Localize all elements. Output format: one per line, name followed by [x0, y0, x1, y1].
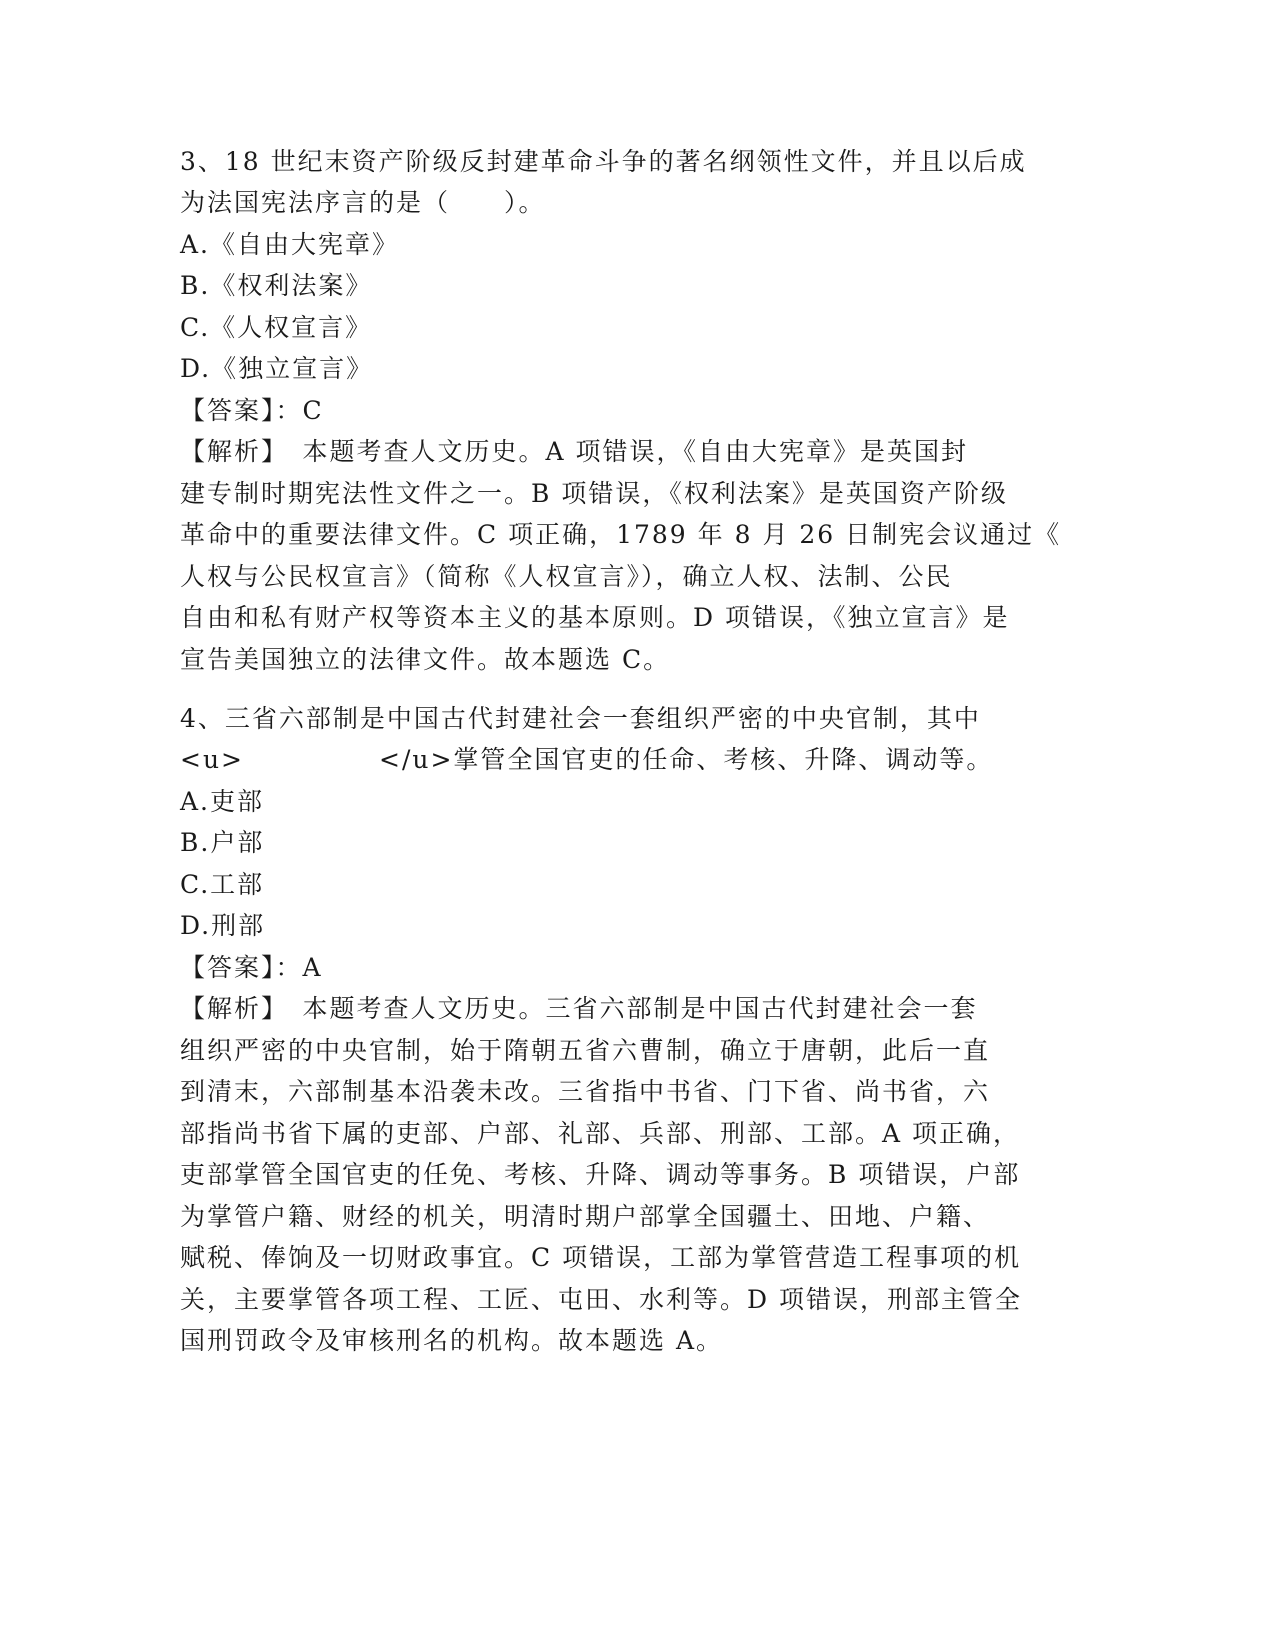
option-d: D.《独立宣言》: [180, 354, 374, 383]
option-b: B.《权利法案》: [180, 271, 373, 300]
question-stem-line: 4、三省六部制是中国古代封建社会一套组织严密的中央官制，其中: [180, 704, 981, 733]
answer-line: 【答案】：A: [180, 953, 323, 982]
analysis-line: 宣告美国独立的法律文件。故本题选 C。: [180, 645, 671, 674]
analysis-line: 到清末，六部制基本沿袭未改。三省指中书省、门下省、尚书省，六: [180, 1077, 991, 1106]
question-stem-line: 为法国宪法序言的是（ ）。: [180, 188, 546, 217]
analysis-line: 建专制时期宪法性文件之一。B 项错误，《权利法案》是英国资产阶级: [180, 479, 1008, 508]
analysis-line: 关，主要掌管各项工程、工匠、屯田、水利等。D 项错误，刑部主管全: [180, 1285, 1022, 1314]
analysis-line: 部指尚书省下属的吏部、户部、礼部、兵部、刑部、工部。A 项正确，: [180, 1119, 1021, 1148]
analysis-line: 为掌管户籍、财经的机关，明清时期户部掌全国疆土、田地、户籍、: [180, 1202, 991, 1231]
analysis-line: 【解析】 本题考查人文历史。A 项错误，《自由大宪章》是英国封: [180, 437, 969, 466]
analysis-line: 吏部掌管全国官吏的任免、考核、升降、调动等事务。B 项错误，户部: [180, 1160, 1021, 1189]
analysis-line: 革命中的重要法律文件。C 项正确，1789 年 8 月 26 日制宪会议通过《: [180, 520, 1062, 549]
answer-line: 【答案】：C: [180, 396, 324, 425]
question-stem-line: <u> </u>掌管全国官吏的任命、考核、升降、调动等。: [180, 745, 994, 774]
option-d: D.刑部: [180, 911, 266, 940]
analysis-line: 【解析】 本题考查人文历史。三省六部制是中国古代封建社会一套: [180, 994, 978, 1023]
analysis-line: 人权与公民权宣言》（简称《人权宣言》），确立人权、法制、公民: [180, 562, 953, 591]
analysis-line: 国刑罚政令及审核刑名的机构。故本题选 A。: [180, 1326, 724, 1355]
analysis-line: 赋税、俸饷及一切财政事宜。C 项错误，工部为掌管营造工程事项的机: [180, 1243, 1022, 1272]
option-c: C.工部: [180, 870, 265, 899]
option-b: B.户部: [180, 828, 265, 857]
option-a: A.《自由大宪章》: [180, 230, 400, 259]
option-c: C.《人权宣言》: [180, 313, 373, 342]
question-stem-line: 3、18 世纪末资产阶级反封建革命斗争的著名纲领性文件，并且以后成: [180, 147, 1027, 176]
analysis-line: 自由和私有财产权等资本主义的基本原则。D 项错误，《独立宣言》是: [180, 603, 1010, 632]
option-a: A.吏部: [180, 787, 265, 816]
analysis-line: 组织严密的中央官制，始于隋朝五省六曹制，确立于唐朝，此后一直: [180, 1036, 991, 1065]
